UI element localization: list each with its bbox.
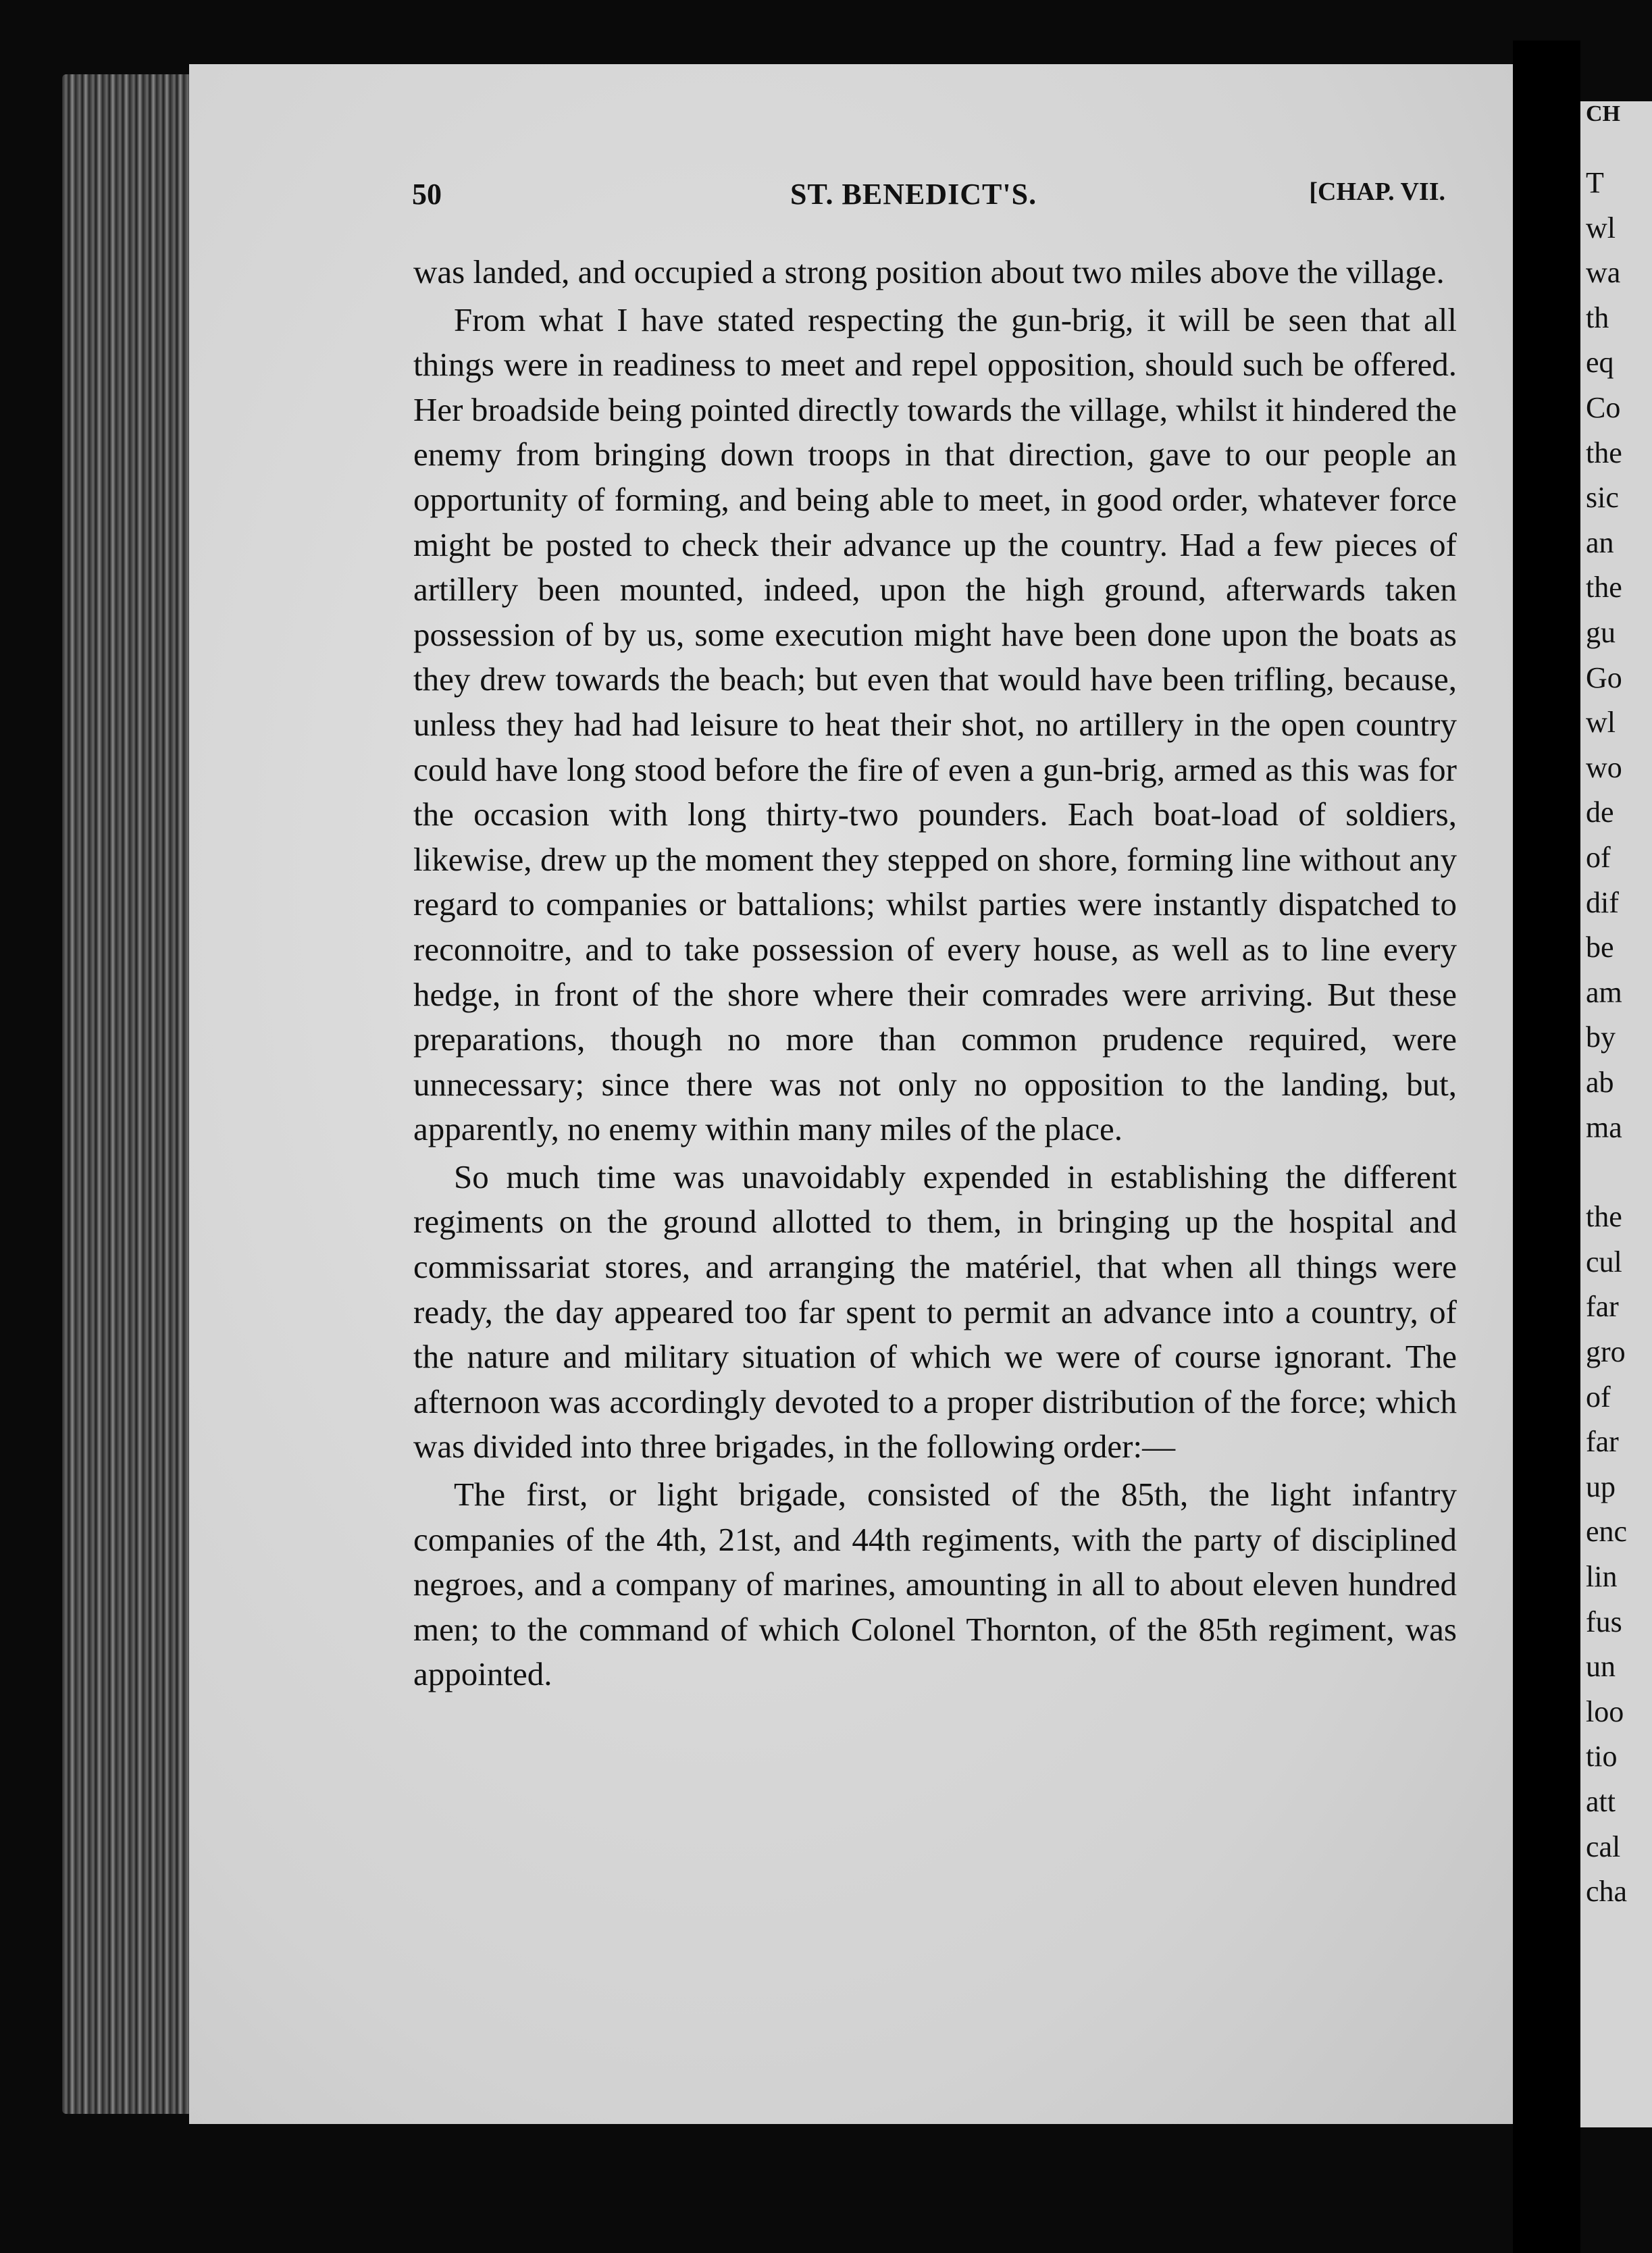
paragraph: From what I have stated respecting the gun-brig, it will be seen that all things were in readiness to meet and repel opposition, should such be offered. Her broadside being pointed directly towards the village, whilst it hindered the enemy from bringing down troops in that direction, gave to our people an opportunity of forming, and being able to meet, in good order, whatever force might be posted to check their advance up the country. Had a few pieces of artillery been mounted, indeed, upon the high ground, afterwards taken possession of by us, some execution might have been done upon the boats as they drew towards the beach; but even that would have been trifling, because, unless they had had leisure to heat their shot, no artillery in the open country could have long stood before the fire of even a gun-brig, armed as this was for the occasion with long thirty-two pounders. Each boat-load of soldiers, likewise, drew up the moment they stepped on shore, forming line without any regard to companies or battalions; whilst parties were instantly dispatched to reconnoitre, and to take possession of every house, as well as to line every hedge, in front of the shore where their comrades were arriving. But these preparations, though no more than common prudence required, were unnecessary; since there was not only no opposition to the landing, but, apparently, no enemy within many miles of the place. (413, 301, 1457, 1148)
facing-page-fragment: an (1586, 525, 1614, 559)
facing-page-fragment: the (1586, 571, 1622, 604)
facing-page-fragment: ab (1586, 1066, 1614, 1099)
facing-page-fragment: fus (1586, 1605, 1622, 1638)
body-text (413, 250, 1457, 1697)
facing-page-fragment: cha (1586, 1875, 1628, 1909)
facing-page-fragment: wa (1586, 256, 1621, 290)
facing-page-fragment: of (1586, 1380, 1611, 1414)
facing-page-fragment: T (1586, 166, 1604, 199)
facing-page-fragment: Go (1586, 661, 1622, 694)
running-head (412, 177, 1466, 217)
running-title: ST. BENEDICT'S. (790, 178, 1037, 211)
facing-page-fragment: wl (1586, 706, 1616, 740)
facing-page-fragment: the (1586, 436, 1622, 469)
facing-page-fragment: be (1586, 931, 1614, 964)
facing-page-fragment: ma (1586, 1110, 1622, 1144)
facing-page-fragment: up (1586, 1470, 1616, 1503)
paragraph: So much time was unavoidably expended in establishing the different regiments on the ground allotted to them, in bringing up the hospital and commissariat stores, and arranging the matériel, that when all things were ready, the day appeared too far spent to permit an advance into a country, of the nature and military situation of which we were of course ignorant. The afternoon was accordingly devoted to a proper distribution of the force; which was divided into three brigades, in the following order:— (413, 1158, 1457, 1466)
facing-page-fragment: by (1586, 1020, 1616, 1054)
facing-page-fragment: CH (1586, 101, 1620, 126)
facing-page-fragment: wl (1586, 211, 1616, 244)
paragraph: was landed, and occupied a strong position about two miles above the village. (413, 253, 1445, 290)
facing-page-fragment: enc (1586, 1515, 1628, 1549)
facing-page-fragment: tio (1586, 1740, 1618, 1773)
paragraph: The first, or light brigade, consisted of the 85th, the light infantry companies of the 4th, 21st, and 44th regiments, with the party of disciplined negroes, and a company of marines, amounting in all to about eleven hundred men; to the command of which Colonel Thornton, of the 85th regiment, was appointed. (413, 1476, 1457, 1693)
page-edges (62, 74, 197, 2114)
facing-page-fragment: eq (1586, 346, 1614, 380)
book-gutter (1513, 41, 1580, 2253)
facing-page-fragment: far (1586, 1425, 1619, 1459)
facing-page-fragment: cal (1586, 1830, 1621, 1863)
facing-page-fragment: far (1586, 1290, 1619, 1324)
facing-page-fragment: att (1586, 1785, 1616, 1818)
facing-page-fragment: gu (1586, 616, 1616, 649)
facing-page-fragment: wo (1586, 750, 1622, 784)
facing-page-fragment: un (1586, 1650, 1616, 1684)
facing-page-fragment: of (1586, 841, 1611, 874)
chapter-marker: [CHAP. VII. (1309, 178, 1445, 206)
facing-page-fragment: sic (1586, 481, 1619, 515)
facing-page-fragment: Co (1586, 391, 1621, 424)
facing-page-fragment: de (1586, 796, 1614, 829)
facing-page-fragment: gro (1586, 1335, 1626, 1368)
facing-page-fragment: lin (1586, 1560, 1618, 1593)
facing-page-fragment: th (1586, 301, 1609, 334)
facing-page-fragment: dif (1586, 885, 1619, 919)
facing-page-fragment: loo (1586, 1694, 1624, 1728)
page-number: 50 (412, 178, 442, 211)
facing-page-edge (1580, 101, 1652, 2127)
facing-page-fragment: cul (1586, 1245, 1622, 1278)
facing-page-fragment: am (1586, 975, 1622, 1009)
facing-page-fragment: the (1586, 1200, 1622, 1234)
